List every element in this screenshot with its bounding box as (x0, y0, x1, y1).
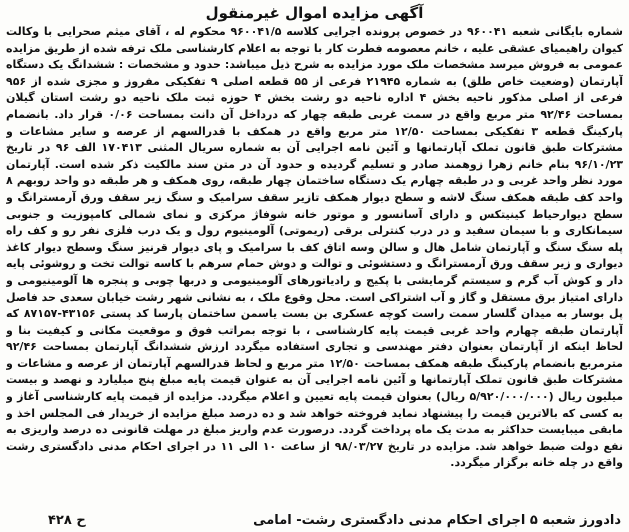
notice-body: شماره بایگانی شعبه ۹۶۰۰۴۱ در خصوص پرونده اجرایی کلاسه ۹۶۰۰۴۱/۵ محکوم له ، آقای میثم صحرایی با وکالت کیوان راهیمیای عشقی علیه ، خانم معصومه فطرت کار با توجه به اعلام کارشناسی ملک ترفه شده از طریق مزایده عمومی به فروش میرسد مشخصات ملک مورد مزایده به شرح ذیل میباشد: حدود و مشخصات : ششدانگ یک دستگاه آپارتمان (وضعیت خاص طلق) به شماره ۲۱۹۴۵ فرعی از ۵۵ قطعه اصلی ۹ تفکیکی مفروز و مجزی شده از ۹۵۶ فرعی از اصلی مذکور ناحیه بخش ۴ اداره ناحیه دو رشت بخش ۴ حوزه ثبت ملک ناحیه دو رشت استان گیلان بمساحت ۹۲/۴۶ متر مربع واقع در سمت غربی طبقه چهار که درداخل آن دانت بمساحت ۰/۰۶ قرار داد. بانضمام پارکینگ قطعه ۳ تفکیکی بمساحت ۱۲/۵۰ متر مربع واقع در همکف با قدرالسهم از عرصه و سایر مشاعات و مشترکات طبق قانون تملک آپارتمانها و آئین نامه اجرایی آن به شماره سریال المثنی ۱۷۰۴۱۳ الف ۹۶ در تاریخ ۹۶/۱۰/۲۳ بنام خانم زهرا زوهمند صادر و تسلیم گردیده و حدود آن در متن سند مالکیت ذکر شده است. آپارتمان مورد نظر واحد غربی و در طبقه چهارم یک دستگاه ساختمان چهار طبقه، روی همکف و هر طبقه دو واحد روبهم ۸ واحد کف طبقه همکف سنگ لاشه و سطح دیوار همکف تازیر سقف سرامیک و سنگ زیر سقف ورق آرمسترانگ و سطح دیوارحیاط کینیتکس و دارای آسانسور و موتور خانه شوفاژ مرکزی و نمای شمالی کامپوزیت و جنوبی سیمانکاری و با سیمان سفید و در درب کنترلی برقی (ریموتی) آلومینیوم رول و یک درب فلزی نفر رو و کف راه پله سنگ سنگ و آپارتمان شامل هال و سالن وسه اتاق کف با سرامیک و پای دیوار قرنیز سنگ وسطح دیوار کاغذ دیواری و زیر سقف ورق آرمسترانگ و دستشوئی و توالت و دوش حمام سرهم با کاسه توالت تخت و روشوئی پایه دار و کوش آب گرم و سیستم گرمایشی با پکیج و رادیاتورهای آلومینیومی و دربها چوبی و پنجره ها آلومینیومی و دارای امتیاز برق مستقل و گاز و آب اشتراکی است. محل وقوع ملک ، به نشانی شهر رشت خیابان سعدی حد فاصل پل بوسار به میدان گلسار سمت راست کوچه عسکری بن بست یاسمن ساختمان پارسا کد پستی ۴۳۱۵۶-۸۷۱۵۷ که آپارتمان طبقه چهارم واحد غربی قیمت پایه کارشناسی ، با توجه بمراتب فوق و موقعیت مکانی و کیفیت بنا و لحاظ اینکه از آپارتمان بعنوان دفتر مهندسی و تجاری استفاده میگردد ارزش ششدانگ آپارتمان بمساحت ۹۲/۴۶ مترمربع بانضمام پارکینگ طبقه همکف بمساحت ۱۲/۵۰ متر مربع و لحاظ قدرالسهم آپارتمان از عرصه و مشاعات و مشترکات طبق قانون تملک آپارتمانها و آئین نامه اجرایی آن به عنوان قیمت پایه مبلغ پنج میلیارد و نهصد و بیست میلیون ریال (۵/۹۲۰/۰۰۰/۰۰۰ ریال) بعنوان قیمت پایه تعیین و اعلام میگردد. مزایده از قیمت پایه کارشناسی آغاز و به کسی که بالاترین قیمت را پیشنهاد نماید فروخته خواهد شد و ده درصد مبلغ مزایده از خریدار فی المجلس اخذ و مابقی میبایست حداکثر به مدت یک ماه پرداخت گردد. درصورت عدم واریز مبلغ در مهلت قانونی ده درصد واریزی به نفع دولت ضبط خواهد شد. مزایده در تاریخ ۹۸/۰۳/۲۷ از ساعت ۱۰ الی ۱۱ در اجرای احکام مدنی دادگستری رشت واقع در چله خانه برگزار میگردد. (6, 25, 623, 470)
notice-title: آگهی مزایده اموال غیرمنقول (205, 4, 424, 22)
notice-footer (8, 513, 621, 528)
court-signature: دادورز شعبه ۵ اجرای احکام مدنی دادگستری رشت- امامی (253, 513, 621, 528)
notice-code: ح ۴۲۸ (48, 513, 86, 528)
